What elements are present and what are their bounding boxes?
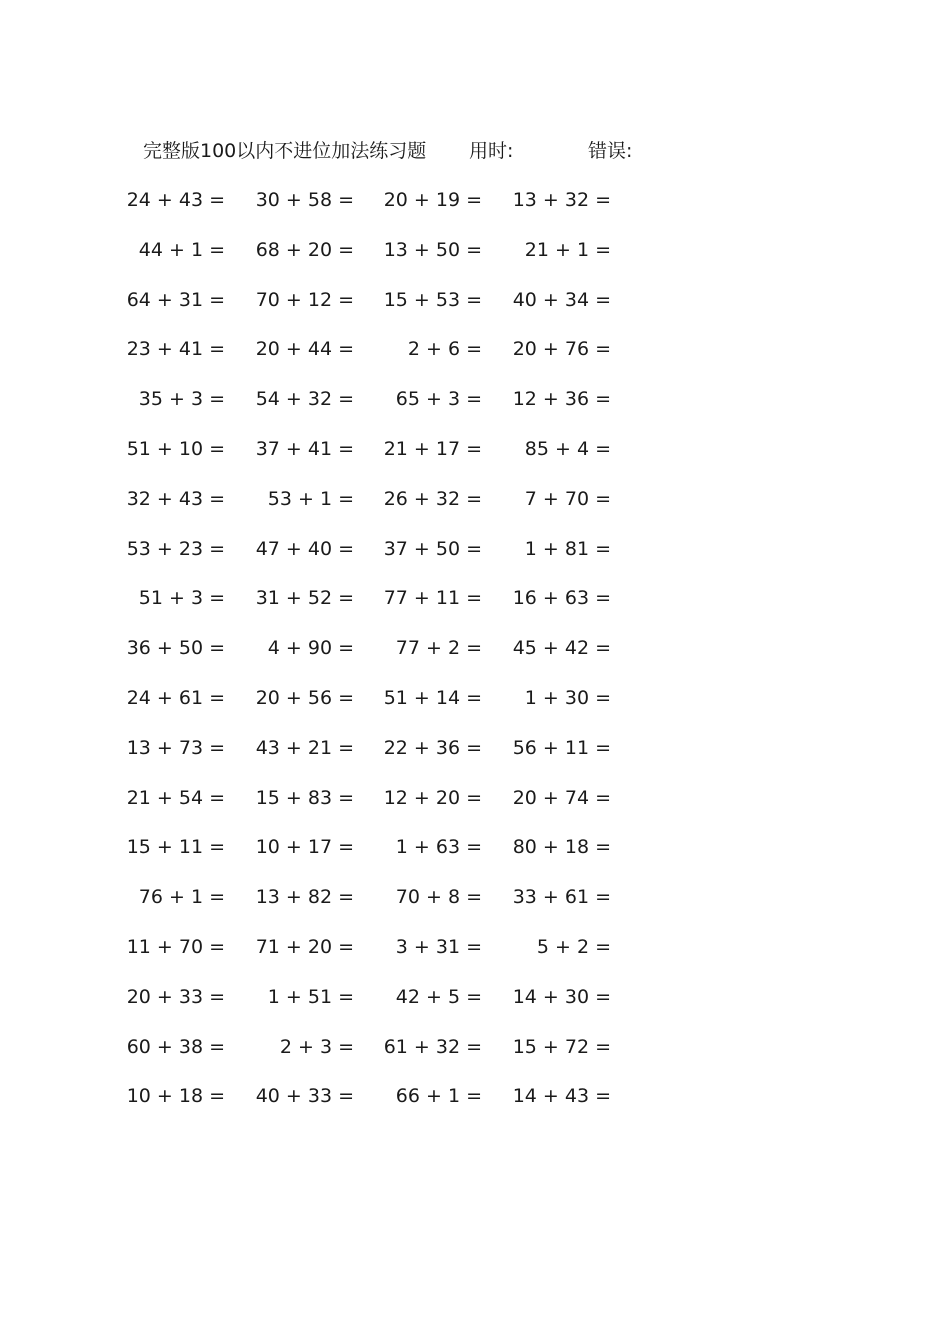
problem-row (0, 534, 950, 564)
problem-cell: 2 + 3 = (279, 1035, 354, 1058)
problem-cell: 20 + 33 = (126, 985, 225, 1008)
problem-row (0, 832, 950, 862)
problem-cell: 23 + 41 = (126, 338, 225, 361)
problem-cell: 37 + 41 = (255, 438, 354, 460)
problem-cell: 15 + 72 = (512, 1035, 611, 1058)
problem-cell: 20 + 56 = (255, 687, 354, 709)
problem-row (0, 1081, 950, 1111)
problem-cell: 30 + 58 = (255, 189, 354, 211)
problem-cell: 36 + 50 = (126, 637, 225, 660)
problem-cell: 12 + 36 = (512, 388, 611, 411)
problem-cell: 66 + 1 = (395, 1085, 482, 1108)
problem-cell: 40 + 33 = (255, 1085, 354, 1108)
problem-cell: 51 + 10 = (126, 438, 225, 460)
problem-cell: 5 + 2 = (536, 936, 611, 958)
problem-cell: 37 + 50 = (383, 537, 482, 560)
worksheet-title: 完整版100以内不进位加法练习题 (143, 140, 427, 162)
problem-row (0, 982, 950, 1012)
problem-cell: 3 + 31 = (395, 936, 482, 958)
problem-cell: 71 + 20 = (255, 936, 354, 958)
problem-cell: 80 + 18 = (512, 836, 611, 859)
problem-cell: 2 + 6 = (407, 338, 482, 361)
problem-cell: 13 + 32 = (512, 189, 611, 211)
problem-cell: 24 + 61 = (126, 687, 225, 709)
problem-cell: 13 + 82 = (255, 886, 354, 909)
problem-cell: 76 + 1 = (138, 886, 225, 909)
time-label: 用时: (469, 140, 514, 162)
problem-cell: 4 + 90 = (267, 637, 354, 660)
problem-cell: 15 + 53 = (383, 288, 482, 311)
problem-row (0, 932, 950, 962)
problem-cell: 47 + 40 = (255, 537, 354, 560)
problem-cell: 54 + 32 = (255, 388, 354, 411)
problem-cell: 53 + 23 = (126, 537, 225, 560)
problem-cell: 11 + 70 = (126, 936, 225, 958)
problem-cell: 21 + 54 = (126, 786, 225, 809)
problem-cell: 56 + 11 = (512, 736, 611, 759)
problem-cell: 77 + 11 = (383, 587, 482, 610)
problem-row (0, 683, 950, 713)
problem-cell: 53 + 1 = (267, 487, 354, 510)
problem-row (0, 882, 950, 912)
problem-cell: 51 + 14 = (383, 687, 482, 709)
problem-cell: 70 + 8 = (395, 886, 482, 909)
problem-cell: 43 + 21 = (255, 736, 354, 759)
problem-row (0, 583, 950, 613)
problem-cell: 26 + 32 = (383, 487, 482, 510)
problem-cell: 68 + 20 = (255, 238, 354, 261)
problem-cell: 1 + 63 = (395, 836, 482, 859)
problem-cell: 1 + 81 = (524, 537, 611, 560)
problem-cell: 20 + 19 = (383, 189, 482, 211)
problem-row (0, 434, 950, 464)
problem-cell: 42 + 5 = (395, 985, 482, 1008)
problem-cell: 14 + 43 = (512, 1085, 611, 1108)
problem-cell: 33 + 61 = (512, 886, 611, 909)
problem-row (0, 285, 950, 315)
problem-cell: 64 + 31 = (126, 288, 225, 311)
problem-cell: 1 + 51 = (267, 985, 354, 1008)
problem-cell: 12 + 20 = (383, 786, 482, 809)
problem-cell: 21 + 1 = (524, 238, 611, 261)
problem-row (0, 484, 950, 514)
problem-cell: 61 + 32 = (383, 1035, 482, 1058)
problem-cell: 70 + 12 = (255, 288, 354, 311)
problem-cell: 44 + 1 = (138, 238, 225, 261)
problem-cell: 22 + 36 = (383, 736, 482, 759)
problem-cell: 20 + 44 = (255, 338, 354, 361)
problem-cell: 65 + 3 = (395, 388, 482, 411)
problem-cell: 35 + 3 = (138, 388, 225, 411)
problem-cell: 24 + 43 = (126, 189, 225, 211)
problem-cell: 20 + 76 = (512, 338, 611, 361)
problem-cell: 31 + 52 = (255, 587, 354, 610)
problem-row (0, 1032, 950, 1062)
problem-row (0, 733, 950, 763)
problem-cell: 13 + 50 = (383, 238, 482, 261)
problem-cell: 32 + 43 = (126, 487, 225, 510)
problem-cell: 13 + 73 = (126, 736, 225, 759)
problem-cell: 60 + 38 = (126, 1035, 225, 1058)
problem-cell: 51 + 3 = (138, 587, 225, 610)
problem-row (0, 235, 950, 265)
problem-row (0, 783, 950, 813)
problem-row (0, 334, 950, 364)
problem-row (0, 384, 950, 414)
problem-cell: 85 + 4 = (524, 438, 611, 460)
problem-cell: 7 + 70 = (524, 487, 611, 510)
problem-cell: 10 + 17 = (255, 836, 354, 859)
error-label: 错误: (588, 140, 633, 162)
problem-cell: 15 + 83 = (255, 786, 354, 809)
problem-cell: 45 + 42 = (512, 637, 611, 660)
problem-cell: 14 + 30 = (512, 985, 611, 1008)
problem-cell: 21 + 17 = (383, 438, 482, 460)
problem-cell: 16 + 63 = (512, 587, 611, 610)
problem-cell: 15 + 11 = (126, 836, 225, 859)
problem-cell: 77 + 2 = (395, 637, 482, 660)
problem-row (0, 633, 950, 663)
problem-cell: 10 + 18 = (126, 1085, 225, 1108)
problem-cell: 1 + 30 = (524, 687, 611, 709)
problem-cell: 40 + 34 = (512, 288, 611, 311)
problem-cell: 20 + 74 = (512, 786, 611, 809)
problem-row (0, 185, 950, 215)
